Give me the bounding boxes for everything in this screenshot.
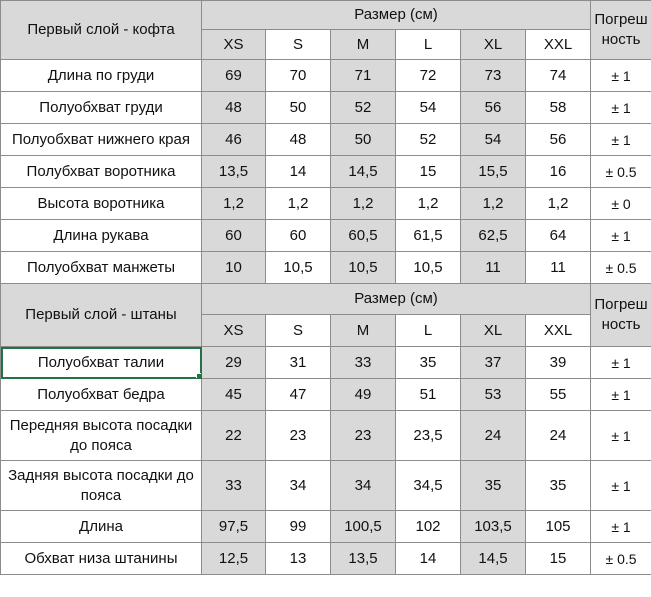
measurement-label[interactable]: Полубхват воротника <box>1 156 202 188</box>
value-cell-l[interactable]: 35 <box>396 347 461 379</box>
value-cell-xs[interactable]: 45 <box>202 379 266 411</box>
value-cell-s[interactable]: 48 <box>266 124 331 156</box>
measurement-label[interactable]: Длина рукава <box>1 220 202 252</box>
value-cell-xl[interactable]: 15,5 <box>461 156 526 188</box>
measurement-label[interactable]: Полуобхват манжеты <box>1 252 202 284</box>
value-cell-m[interactable]: 1,2 <box>331 188 396 220</box>
value-cell-xxl[interactable]: 39 <box>526 347 591 379</box>
tolerance-cell[interactable]: ± 1 <box>591 60 651 92</box>
value-cell-m[interactable]: 100,5 <box>331 511 396 543</box>
pants-table-row <box>1 543 651 575</box>
value-cell-l[interactable]: 54 <box>396 92 461 124</box>
jacket-table-row <box>1 92 651 124</box>
measurement-label[interactable]: Длина <box>1 511 202 543</box>
value-cell-s[interactable]: 60 <box>266 220 331 252</box>
value-cell-l[interactable]: 1,2 <box>396 188 461 220</box>
measurement-label[interactable]: Задняя высота посадки до пояса <box>1 461 202 511</box>
jacket-section-title[interactable]: Первый слой - кофта <box>1 1 202 60</box>
jacket-tolerance-header[interactable]: Погреш ность <box>591 1 651 60</box>
value-cell-m[interactable]: 34 <box>331 461 396 511</box>
value-cell-l[interactable]: 15 <box>396 156 461 188</box>
pants-size-header[interactable]: Размер (см) <box>202 284 591 315</box>
tolerance-cell[interactable]: ± 1 <box>591 347 651 379</box>
measurement-label[interactable]: Полуобхват груди <box>1 92 202 124</box>
value-cell-l[interactable]: 61,5 <box>396 220 461 252</box>
value-cell-xxl[interactable]: 11 <box>526 252 591 284</box>
pants-table-row <box>1 347 651 379</box>
value-cell-s[interactable]: 31 <box>266 347 331 379</box>
jacket-size-s[interactable]: S <box>266 30 331 60</box>
value-cell-m[interactable]: 23 <box>331 411 396 461</box>
value-cell-xxl[interactable]: 74 <box>526 60 591 92</box>
value-cell-xs[interactable]: 12,5 <box>202 543 266 575</box>
jacket-table-row <box>1 252 651 284</box>
value-cell-l[interactable]: 34,5 <box>396 461 461 511</box>
measurement-label[interactable]: Полуобхват бедра <box>1 379 202 411</box>
value-cell-s[interactable]: 99 <box>266 511 331 543</box>
value-cell-xxl[interactable]: 58 <box>526 92 591 124</box>
value-cell-xxl[interactable]: 64 <box>526 220 591 252</box>
value-cell-s[interactable]: 14 <box>266 156 331 188</box>
value-cell-l[interactable]: 14 <box>396 543 461 575</box>
jacket-table-row <box>1 60 651 92</box>
value-cell-s[interactable]: 34 <box>266 461 331 511</box>
value-cell-s[interactable]: 70 <box>266 60 331 92</box>
jacket-size-xl[interactable]: XL <box>461 30 526 60</box>
value-cell-xs[interactable]: 60 <box>202 220 266 252</box>
value-cell-xl[interactable]: 54 <box>461 124 526 156</box>
value-cell-xs[interactable]: 69 <box>202 60 266 92</box>
value-cell-xs[interactable]: 48 <box>202 92 266 124</box>
value-cell-xxl[interactable]: 55 <box>526 379 591 411</box>
value-cell-xs[interactable]: 13,5 <box>202 156 266 188</box>
value-cell-s[interactable]: 1,2 <box>266 188 331 220</box>
value-cell-xs[interactable]: 33 <box>202 461 266 511</box>
value-cell-s[interactable]: 23 <box>266 411 331 461</box>
tolerance-cell[interactable]: ± 1 <box>591 411 651 461</box>
value-cell-l[interactable]: 10,5 <box>396 252 461 284</box>
jacket-size-m[interactable]: M <box>331 30 396 60</box>
pants-table-row <box>1 511 651 543</box>
tolerance-cell[interactable]: ± 1 <box>591 379 651 411</box>
value-cell-s[interactable]: 50 <box>266 92 331 124</box>
value-cell-xs[interactable]: 10 <box>202 252 266 284</box>
tolerance-cell[interactable]: ± 1 <box>591 92 651 124</box>
value-cell-m[interactable]: 71 <box>331 60 396 92</box>
value-cell-xs[interactable]: 1,2 <box>202 188 266 220</box>
value-cell-xxl[interactable]: 24 <box>526 411 591 461</box>
tolerance-cell[interactable]: ± 0.5 <box>591 543 651 575</box>
value-cell-m[interactable]: 60,5 <box>331 220 396 252</box>
value-cell-xs[interactable]: 97,5 <box>202 511 266 543</box>
value-cell-m[interactable]: 49 <box>331 379 396 411</box>
value-cell-l[interactable]: 52 <box>396 124 461 156</box>
value-cell-m[interactable]: 50 <box>331 124 396 156</box>
value-cell-s[interactable]: 13 <box>266 543 331 575</box>
tolerance-cell[interactable]: ± 1 <box>591 220 651 252</box>
value-cell-xl[interactable]: 53 <box>461 379 526 411</box>
pants-size-m[interactable]: M <box>331 315 396 347</box>
value-cell-xs[interactable]: 46 <box>202 124 266 156</box>
tolerance-cell[interactable]: ± 0 <box>591 188 651 220</box>
jacket-table-row <box>1 220 651 252</box>
pants-section-title[interactable]: Первый слой - штаны <box>1 284 202 347</box>
pants-table-row <box>1 461 651 511</box>
value-cell-xs[interactable]: 29 <box>202 347 266 379</box>
jacket-table-row <box>1 124 651 156</box>
value-cell-s[interactable]: 10,5 <box>266 252 331 284</box>
measurement-label[interactable]: Длина по груди <box>1 60 202 92</box>
jacket-table-row <box>1 188 651 220</box>
pants-tolerance-header[interactable]: Погреш ность <box>591 284 651 347</box>
value-cell-xs[interactable]: 22 <box>202 411 266 461</box>
jacket-size-l[interactable]: L <box>396 30 461 60</box>
measurement-label[interactable]: Полуобхват талии <box>1 347 202 379</box>
jacket-table-row <box>1 156 651 188</box>
jacket-header-row <box>1 1 651 30</box>
value-cell-xl[interactable]: 14,5 <box>461 543 526 575</box>
value-cell-xl[interactable]: 62,5 <box>461 220 526 252</box>
pants-size-xxl[interactable]: XXL <box>526 315 591 347</box>
measurement-label[interactable]: Высота воротника <box>1 188 202 220</box>
value-cell-xl[interactable]: 37 <box>461 347 526 379</box>
tolerance-cell[interactable]: ± 0.5 <box>591 252 651 284</box>
value-cell-xl[interactable]: 56 <box>461 92 526 124</box>
pants-table-row <box>1 411 651 461</box>
pants-table-row <box>1 379 651 411</box>
value-cell-m[interactable]: 10,5 <box>331 252 396 284</box>
value-cell-xl[interactable]: 1,2 <box>461 188 526 220</box>
jacket-size-xxl[interactable]: XXL <box>526 30 591 60</box>
measurement-label[interactable]: Полуобхват нижнего края <box>1 124 202 156</box>
value-cell-m[interactable]: 13,5 <box>331 543 396 575</box>
value-cell-xxl[interactable]: 56 <box>526 124 591 156</box>
pants-size-xl[interactable]: XL <box>461 315 526 347</box>
pants-size-l[interactable]: L <box>396 315 461 347</box>
value-cell-s[interactable]: 47 <box>266 379 331 411</box>
measurement-label[interactable]: Передняя высота посадки до пояса <box>1 411 202 461</box>
value-cell-m[interactable]: 14,5 <box>331 156 396 188</box>
value-cell-xl[interactable]: 73 <box>461 60 526 92</box>
value-cell-xxl[interactable]: 15 <box>526 543 591 575</box>
tolerance-cell[interactable]: ± 0.5 <box>591 156 651 188</box>
pants-size-xs[interactable]: XS <box>202 315 266 347</box>
value-cell-xl[interactable]: 11 <box>461 252 526 284</box>
value-cell-xxl[interactable]: 16 <box>526 156 591 188</box>
value-cell-l[interactable]: 23,5 <box>396 411 461 461</box>
value-cell-m[interactable]: 33 <box>331 347 396 379</box>
value-cell-xxl[interactable]: 105 <box>526 511 591 543</box>
value-cell-l[interactable]: 72 <box>396 60 461 92</box>
tolerance-cell[interactable]: ± 1 <box>591 124 651 156</box>
value-cell-xxl[interactable]: 35 <box>526 461 591 511</box>
jacket-size-xs[interactable]: XS <box>202 30 266 60</box>
value-cell-l[interactable]: 102 <box>396 511 461 543</box>
value-cell-m[interactable]: 52 <box>331 92 396 124</box>
pants-header-row <box>1 284 651 315</box>
value-cell-xl[interactable]: 103,5 <box>461 511 526 543</box>
value-cell-xxl[interactable]: 1,2 <box>526 188 591 220</box>
pants-size-s[interactable]: S <box>266 315 331 347</box>
value-cell-xl[interactable]: 35 <box>461 461 526 511</box>
jacket-size-header[interactable]: Размер (см) <box>202 1 591 30</box>
tolerance-cell[interactable]: ± 1 <box>591 511 651 543</box>
tolerance-cell[interactable]: ± 1 <box>591 461 651 511</box>
value-cell-l[interactable]: 51 <box>396 379 461 411</box>
measurement-label[interactable]: Обхват низа штанины <box>1 543 202 575</box>
value-cell-xl[interactable]: 24 <box>461 411 526 461</box>
